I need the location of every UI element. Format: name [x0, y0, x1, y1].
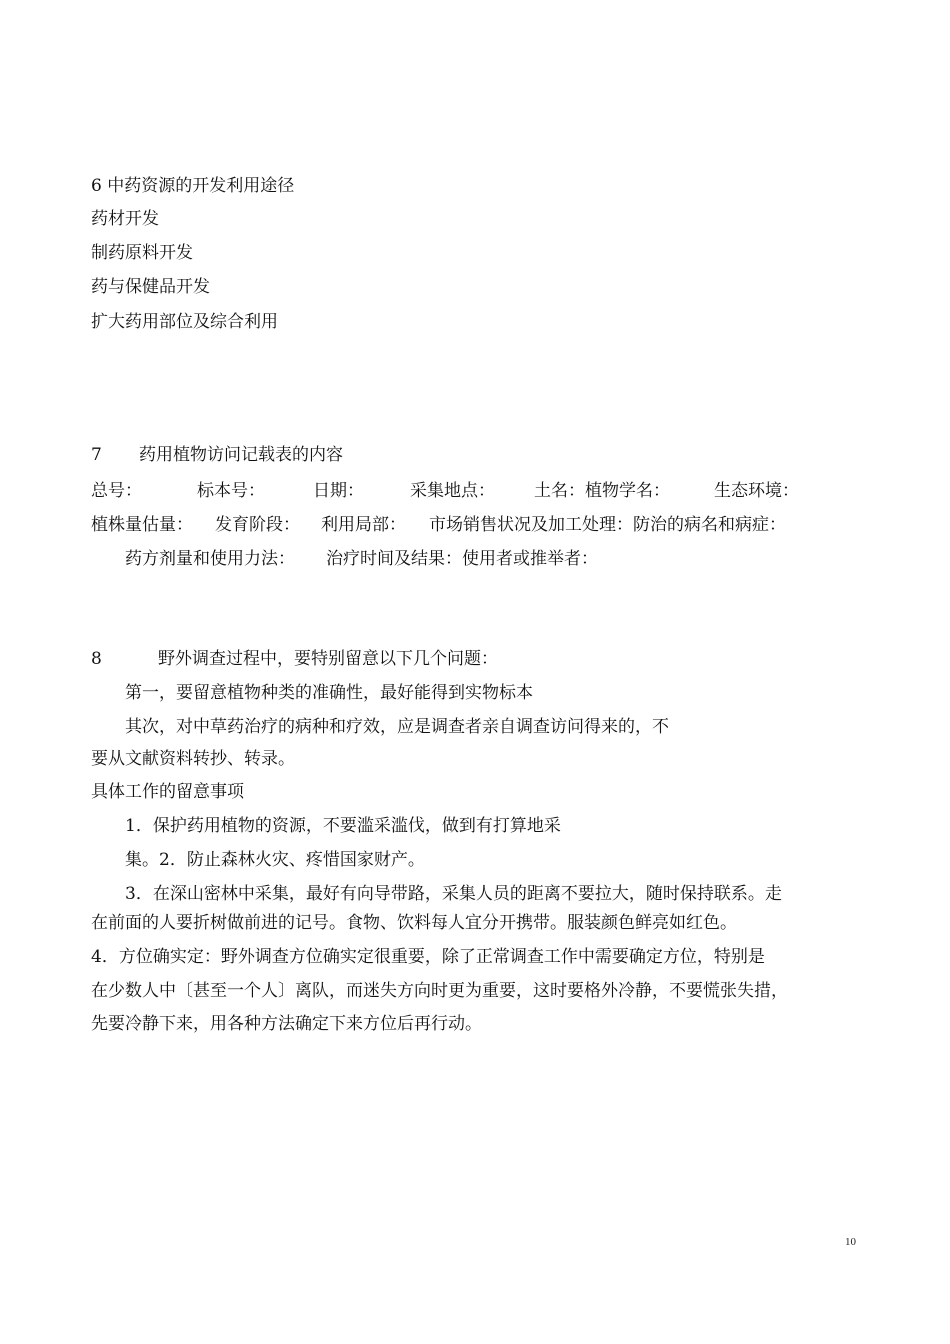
section8-line-11: 先要冷静下来，用各种方法确定下来方位后再行动。	[91, 1014, 482, 1034]
section8-heading	[91, 648, 498, 670]
section7-number: 7	[91, 445, 102, 465]
section8-line-9: 4．方位确实定：野外调查方位确实定很重要，除了正常调查工作中需要确定方位，特别是	[91, 947, 765, 967]
field-prescription-dosage: 药方剂量和使用力法：	[125, 549, 295, 569]
field-growth-stage: 发育阶段：	[215, 515, 300, 535]
section8-line-5: 1．保护药用植物的资源，不要滥采滥伐，做到有打算地采	[125, 816, 561, 836]
section8-line-7: 3．在深山密林中采集，最好有向导带路，采集人员的距离不要拉大，随时保持联系。走	[125, 884, 782, 904]
section8-line-6: 集。2．防止森林火灾、疼惜国家财产。	[125, 850, 425, 870]
field-total-number: 总号：	[91, 481, 142, 501]
section8-line-1: 第一，要留意植物种类的准确性，最好能得到实物标本	[125, 683, 533, 703]
section6-item-1: 药材开发	[91, 209, 159, 229]
field-local-name-scientific-name: 土名：植物学名：	[534, 481, 670, 501]
field-used-part: 利用局部：	[321, 515, 406, 535]
page-number: 10	[845, 1236, 856, 1248]
field-plant-quantity: 植株量估量：	[91, 515, 193, 535]
section7-heading	[91, 444, 343, 466]
field-collection-site: 采集地点：	[410, 481, 495, 501]
field-date: 日期：	[313, 481, 364, 501]
record-fields-row-3	[125, 548, 598, 570]
section6-item-2: 制药原料开发	[91, 243, 193, 263]
field-specimen-number: 标本号：	[197, 481, 265, 501]
record-fields-row-2	[91, 514, 786, 536]
field-market-and-disease: 市场销售状况及加工处理：防治的病名和病症：	[429, 515, 786, 535]
field-treatment-result: 治疗时间及结果：使用者或推举者：	[326, 549, 598, 569]
section8-number: 8	[91, 649, 102, 669]
section8-line-2: 其次，对中草药治疗的病种和疗效，应是调查者亲自调查访问得来的，不	[125, 717, 669, 737]
section6-item-3: 药与保健品开发	[91, 277, 210, 297]
record-fields-row-1	[91, 480, 799, 502]
section6-item-4: 扩大药用部位及综合利用	[91, 312, 278, 332]
section8-line-3: 要从文献资料转抄、转录。	[91, 749, 295, 769]
section8-line-4: 具体工作的留意事项	[91, 782, 244, 802]
section8-line-8: 在前面的人要折树做前进的记号。食物、饮料每人宜分开携带。服装颜色鲜亮如红色。	[91, 913, 737, 933]
section6-heading: 6 中药资源的开发利用途径	[91, 176, 295, 196]
section8-line-10: 在少数人中〔甚至一个人〕离队，而迷失方向时更为重要，这时要格外冷静，不要慌张失措，	[91, 981, 788, 1001]
field-ecological-environment: 生态环境：	[714, 481, 799, 501]
section8-title: 野外调查过程中，要特别留意以下几个问题：	[158, 649, 498, 669]
section7-title: 药用植物访问记载表的内容	[139, 445, 343, 465]
